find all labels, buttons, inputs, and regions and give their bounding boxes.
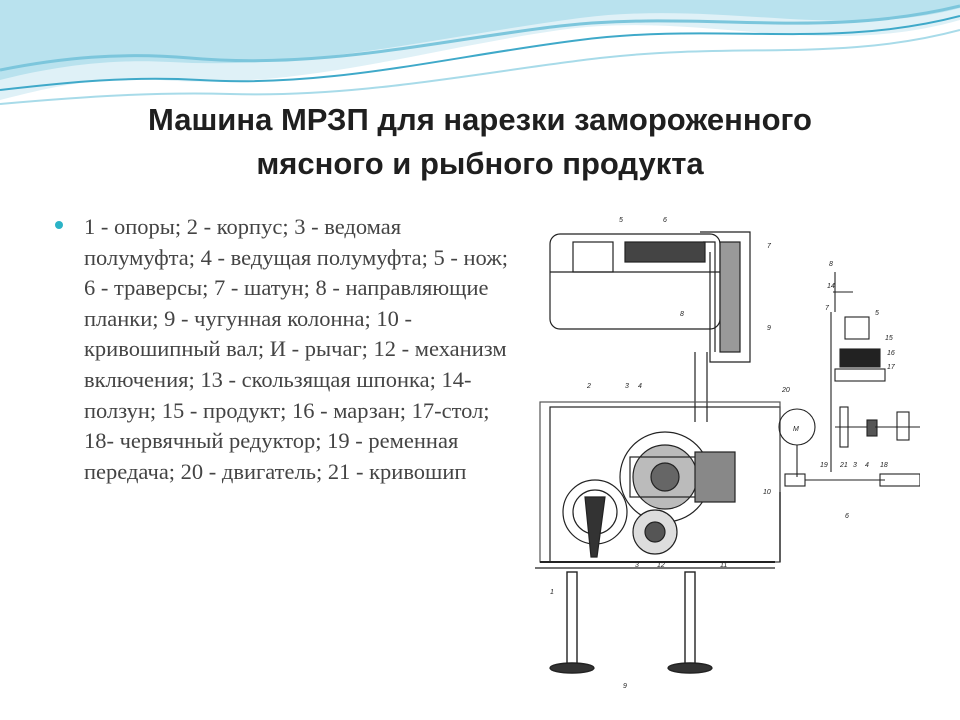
label-1: 1 — [550, 589, 554, 596]
label-3: 3 — [625, 383, 629, 390]
label-k3: 3 — [853, 462, 857, 469]
bullet-text: 1 - опоры; 2 - корпус; 3 - ведомая полумуфта; 4 - ведущая полумуфта; 5 - нож; 6 - траверсы; 7 - шатун; 8 - направляющие планки; 9 - чугунная колонна; 10 - кривошипный вал; И - рычаг; 12 - механизм включения; 13 - скользящая шпонка; 14- ползун; 15 - продукт; 16 - марзан; 17-стол; 18- червячный редуктор; 19 - ременная передача; 20 - двигатель; 21 - кривошип — [84, 214, 508, 484]
label-k5: 5 — [875, 310, 879, 317]
label-6: 6 — [663, 217, 667, 224]
label-k15: 15 — [885, 335, 893, 342]
label-k20: 20 — [782, 387, 790, 394]
label-10: 10 — [763, 489, 771, 496]
label-8: 8 — [680, 311, 684, 318]
label-k8: 8 — [829, 261, 833, 268]
legs — [550, 572, 712, 673]
label-2: 2 — [587, 383, 591, 390]
label-k4: 4 — [865, 462, 869, 469]
label-k21: 21 — [840, 462, 848, 469]
label-4: 4 — [638, 383, 642, 390]
label-k6: 6 — [845, 513, 849, 520]
label-12: 12 — [657, 562, 665, 569]
kinematic-scheme — [779, 272, 920, 486]
bullet-list — [58, 212, 513, 487]
slide-title-line2: мясного и рыбного продукта — [256, 146, 704, 181]
label-3b: 3 — [635, 562, 639, 569]
slide-title — [40, 98, 920, 186]
label-9: 9 — [767, 325, 771, 332]
label-k17: 17 — [887, 364, 895, 371]
label-k16: 16 — [887, 350, 895, 357]
machine-diagram — [535, 212, 920, 690]
label-kM: M — [793, 426, 799, 433]
label-k7: 7 — [825, 305, 829, 312]
label-k19: 19 — [820, 462, 828, 469]
label-bottom-9: 9 — [623, 683, 627, 690]
label-5: 5 — [619, 217, 623, 224]
label-11: 11 — [720, 562, 728, 569]
label-k18: 18 — [880, 462, 888, 469]
label-7: 7 — [767, 243, 771, 250]
bullet-dot-icon — [55, 221, 63, 229]
label-k14: 14 — [827, 283, 835, 290]
slide-title-line1: Машина МРЗП для нарезки замороженного — [148, 102, 812, 137]
